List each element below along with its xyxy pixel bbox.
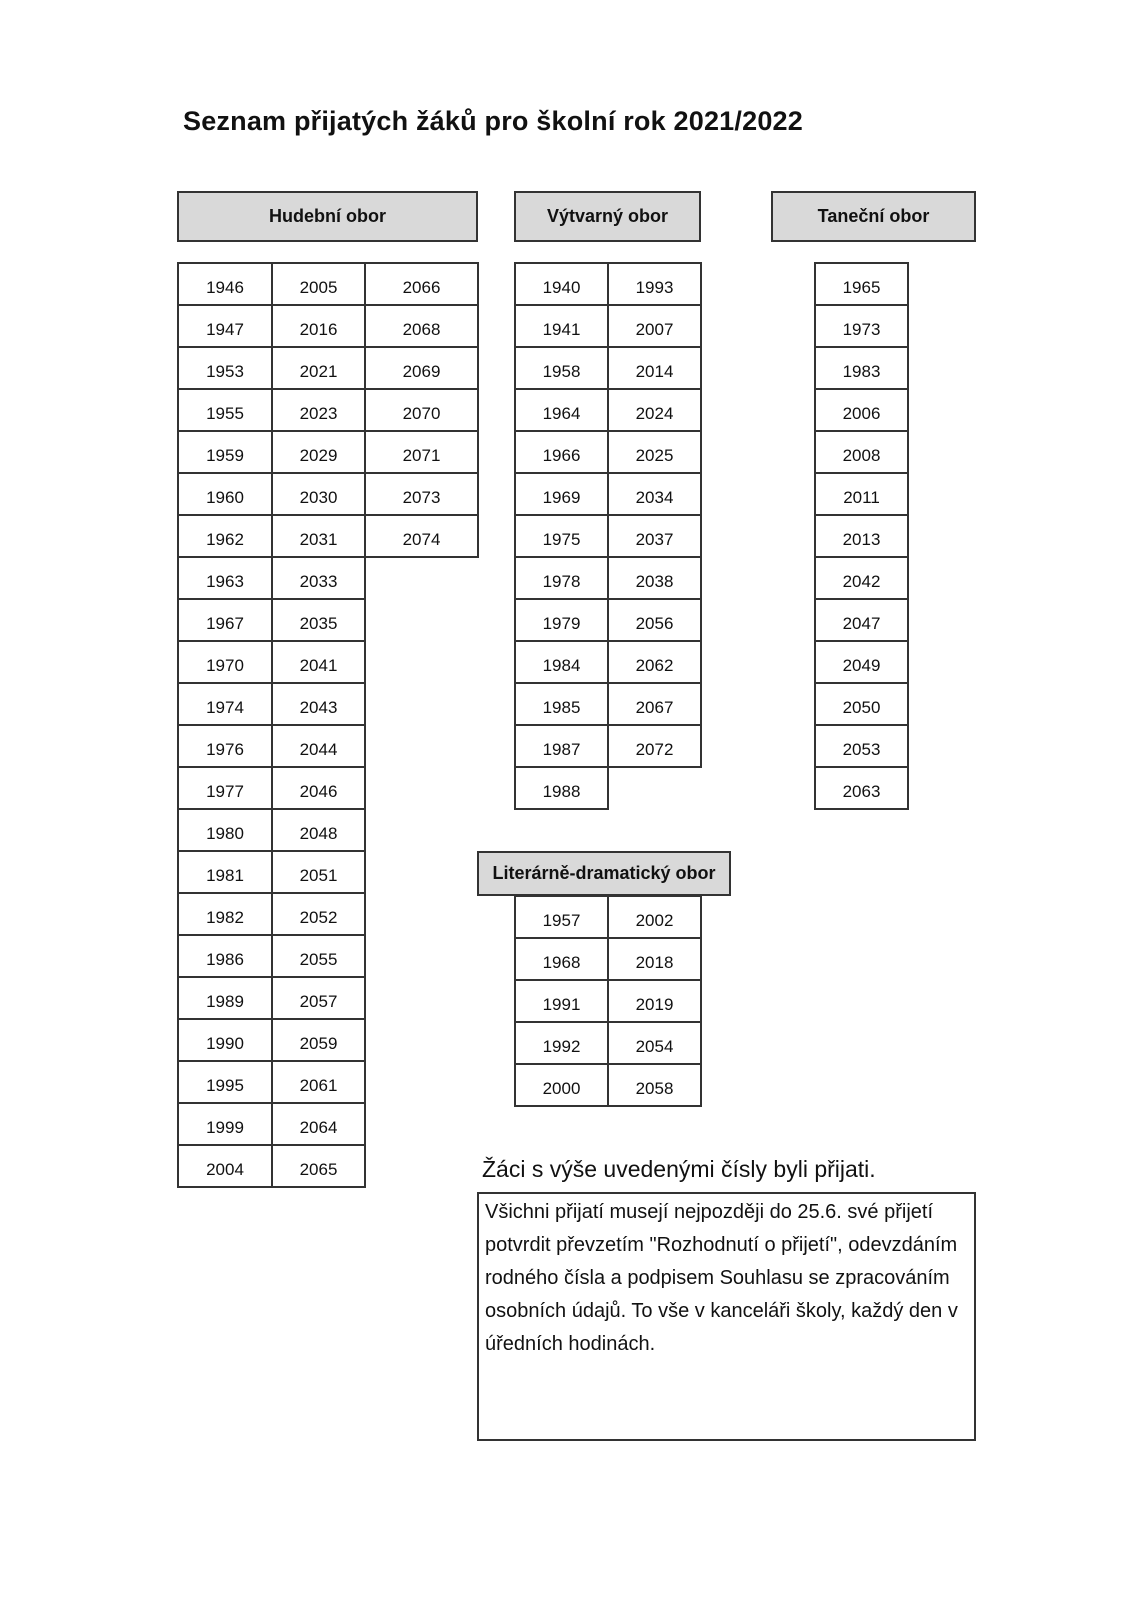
- table-cell-tanecni: 2013: [814, 514, 909, 558]
- table-cell-vytvarny: 2034: [607, 472, 702, 516]
- table-cell-hudebni: 2073: [364, 472, 479, 516]
- table-cell-hudebni: 2061: [271, 1060, 366, 1104]
- table-cell-hudebni: 2030: [271, 472, 366, 516]
- table-cell-tanecni: 2053: [814, 724, 909, 768]
- table-cell-hudebni: 2005: [271, 262, 366, 306]
- table-cell-hudebni: 2041: [271, 640, 366, 684]
- table-cell-hudebni: 1995: [177, 1060, 273, 1104]
- table-cell-literarne: 2002: [607, 895, 702, 939]
- table-cell-hudebni: 2065: [271, 1144, 366, 1188]
- table-cell-literarne: 2019: [607, 979, 702, 1023]
- table-cell-literarne: 1968: [514, 937, 609, 981]
- section-header-literarne: Literárně-dramatický obor: [477, 851, 731, 896]
- table-cell-vytvarny: 1966: [514, 430, 609, 474]
- table-cell-literarne: 2058: [607, 1063, 702, 1107]
- table-cell-tanecni: 1973: [814, 304, 909, 348]
- table-cell-vytvarny: 1969: [514, 472, 609, 516]
- note-intro: Žáci s výše uvedenými čísly byli přijati.: [482, 1156, 876, 1182]
- table-cell-hudebni: 2069: [364, 346, 479, 390]
- table-cell-hudebni: 2033: [271, 556, 366, 600]
- table-cell-hudebni: 2070: [364, 388, 479, 432]
- table-cell-vytvarny: 1940: [514, 262, 609, 306]
- table-cell-vytvarny: 2014: [607, 346, 702, 390]
- table-cell-hudebni: 2071: [364, 430, 479, 474]
- note-box: [477, 1192, 976, 1441]
- table-cell-tanecni: 1965: [814, 262, 909, 306]
- table-cell-hudebni: 2035: [271, 598, 366, 642]
- table-cell-hudebni: 1974: [177, 682, 273, 726]
- table-cell-hudebni: 2044: [271, 724, 366, 768]
- table-cell-hudebni: 2046: [271, 766, 366, 810]
- table-cell-vytvarny: 2007: [607, 304, 702, 348]
- table-cell-hudebni: 2055: [271, 934, 366, 978]
- table-cell-vytvarny: 1958: [514, 346, 609, 390]
- table-cell-hudebni: 1989: [177, 976, 273, 1020]
- table-cell-hudebni: 1990: [177, 1018, 273, 1062]
- table-cell-hudebni: 1960: [177, 472, 273, 516]
- table-cell-hudebni: 2068: [364, 304, 479, 348]
- table-cell-vytvarny: 2038: [607, 556, 702, 600]
- table-cell-literarne: 2054: [607, 1021, 702, 1065]
- section-header-tanecni: Taneční obor: [771, 191, 976, 242]
- table-cell-hudebni: 2031: [271, 514, 366, 558]
- table-cell-tanecni: 1983: [814, 346, 909, 390]
- table-cell-hudebni: 1967: [177, 598, 273, 642]
- table-cell-hudebni: 1986: [177, 934, 273, 978]
- table-cell-hudebni: 1981: [177, 850, 273, 894]
- table-cell-hudebni: 2023: [271, 388, 366, 432]
- table-cell-hudebni: 2029: [271, 430, 366, 474]
- table-cell-vytvarny: 1985: [514, 682, 609, 726]
- table-cell-vytvarny: 2056: [607, 598, 702, 642]
- note-body: Všichni přijatí musejí nejpozději do 25.6. své přijetí potvrdit převzetím "Rozhodnutí o přijetí", odevzdáním rodného čísla a podpisem Souhlasu se zpracováním osobních údajů. To vše v kanceláři školy, každý den v úředních hodinách.: [485, 1201, 958, 1355]
- table-cell-vytvarny: 1987: [514, 724, 609, 768]
- table-cell-hudebni: 2066: [364, 262, 479, 306]
- table-cell-literarne: 1992: [514, 1021, 609, 1065]
- table-cell-hudebni: 1976: [177, 724, 273, 768]
- table-cell-vytvarny: 1984: [514, 640, 609, 684]
- table-cell-hudebni: 1946: [177, 262, 273, 306]
- table-cell-tanecni: 2006: [814, 388, 909, 432]
- table-cell-vytvarny: 2067: [607, 682, 702, 726]
- table-cell-hudebni: 1980: [177, 808, 273, 852]
- table-cell-hudebni: 1982: [177, 892, 273, 936]
- table-cell-hudebni: 2064: [271, 1102, 366, 1146]
- table-cell-tanecni: 2008: [814, 430, 909, 474]
- table-cell-tanecni: 2063: [814, 766, 909, 810]
- table-cell-literarne: 1991: [514, 979, 609, 1023]
- section-header-vytvarny: Výtvarný obor: [514, 191, 701, 242]
- table-cell-vytvarny: 1979: [514, 598, 609, 642]
- section-header-hudebni: Hudební obor: [177, 191, 478, 242]
- table-cell-hudebni: 1947: [177, 304, 273, 348]
- table-cell-tanecni: 2047: [814, 598, 909, 642]
- table-cell-literarne: 1957: [514, 895, 609, 939]
- table-cell-tanecni: 2011: [814, 472, 909, 516]
- table-cell-hudebni: 1963: [177, 556, 273, 600]
- table-cell-vytvarny: 1975: [514, 514, 609, 558]
- table-cell-hudebni: 2074: [364, 514, 479, 558]
- page-title: Seznam přijatých žáků pro školní rok 2021/2022: [183, 106, 803, 136]
- table-cell-hudebni: 2048: [271, 808, 366, 852]
- table-cell-vytvarny: 1964: [514, 388, 609, 432]
- table-cell-hudebni: 2059: [271, 1018, 366, 1062]
- table-cell-vytvarny: 2024: [607, 388, 702, 432]
- table-cell-vytvarny: 2062: [607, 640, 702, 684]
- table-cell-vytvarny: 2037: [607, 514, 702, 558]
- table-cell-vytvarny: 1993: [607, 262, 702, 306]
- table-cell-hudebni: 1999: [177, 1102, 273, 1146]
- table-cell-vytvarny: 1988: [514, 766, 609, 810]
- table-cell-hudebni: 1977: [177, 766, 273, 810]
- table-cell-hudebni: 1970: [177, 640, 273, 684]
- table-cell-hudebni: 1955: [177, 388, 273, 432]
- table-cell-hudebni: 2021: [271, 346, 366, 390]
- table-cell-vytvarny: 2072: [607, 724, 702, 768]
- table-cell-vytvarny: 1978: [514, 556, 609, 600]
- table-cell-hudebni: 1962: [177, 514, 273, 558]
- table-cell-hudebni: 2043: [271, 682, 366, 726]
- table-cell-tanecni: 2050: [814, 682, 909, 726]
- table-cell-vytvarny: 1941: [514, 304, 609, 348]
- table-cell-literarne: 2000: [514, 1063, 609, 1107]
- table-cell-hudebni: 2057: [271, 976, 366, 1020]
- table-cell-hudebni: 2052: [271, 892, 366, 936]
- table-cell-hudebni: 2051: [271, 850, 366, 894]
- table-cell-hudebni: 1953: [177, 346, 273, 390]
- table-cell-tanecni: 2042: [814, 556, 909, 600]
- table-cell-hudebni: 2004: [177, 1144, 273, 1188]
- table-cell-vytvarny: 2025: [607, 430, 702, 474]
- table-cell-hudebni: 2016: [271, 304, 366, 348]
- table-cell-hudebni: 1959: [177, 430, 273, 474]
- table-cell-tanecni: 2049: [814, 640, 909, 684]
- table-cell-literarne: 2018: [607, 937, 702, 981]
